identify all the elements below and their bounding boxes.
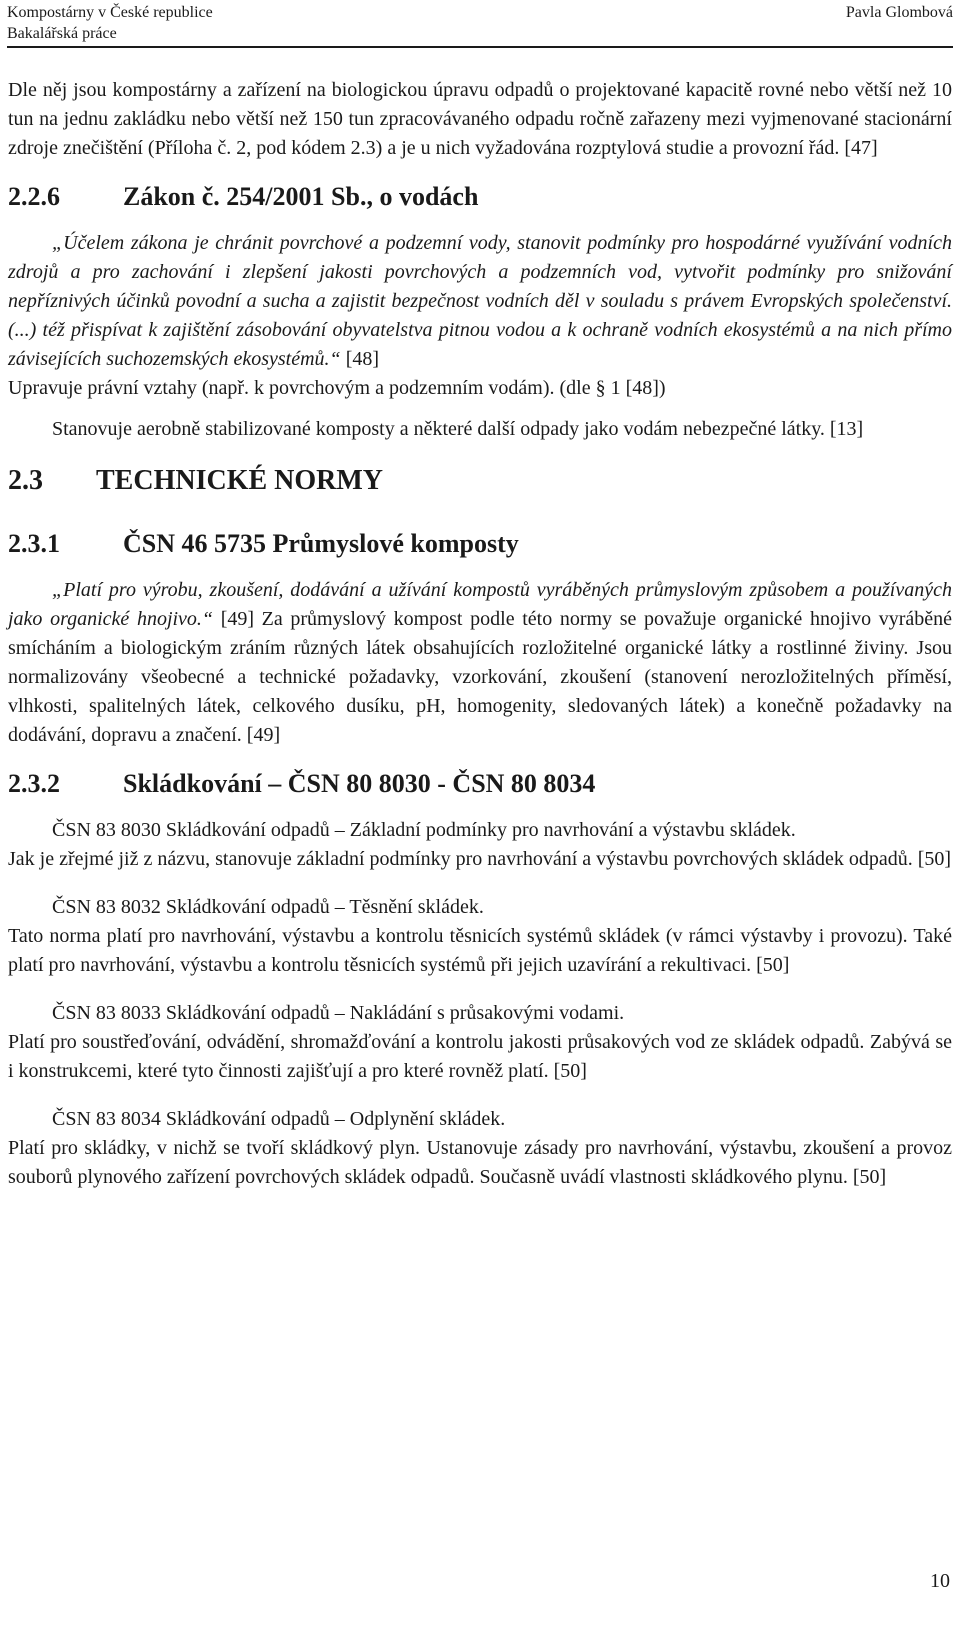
csn-838032-text: Tato norma platí pro navrhování, výstavbu a kontrolu těsnicích systémů skládek (v rámci výstavby i provozu). Také platí pro navrhování, výstavbu a kontrolu těsnicích systémů při jejich uzavírání a rekultivaci. [50] (8, 925, 952, 976)
heading-2-3 (8, 464, 952, 498)
water-law-quote-ref: [48] (340, 348, 380, 370)
heading-2-3-2 (8, 768, 952, 800)
csn-465735-text: [49] Za průmyslový kompost podle této normy se považuje organické hnojivo vyráběné smícháním a biologickým zráním různých látek obsahujících rozložitelné organické látky a rostlinné živiny. Jsou normalizovány všeobecné a technické požadavky, vzorkování, zkoušení (stanovení nerozložitelných příměsí, vlhkosti, spalitelných látek, celkového dusíku, pH, homogenity, sledovaných látek) a konečně požadavky na dodávání, dopravu a značení. [49] (8, 608, 952, 746)
heading-2-2-6 (8, 181, 952, 213)
heading-number: 2.3.2 (8, 769, 60, 798)
heading-title: ČSN 46 5735 Průmyslové komposty (123, 529, 519, 558)
heading-number: 2.3.1 (8, 529, 60, 558)
water-law-compost: Stanovuje aerobně stabilizované komposty a některé další odpady jako vodám nebezpečné látky. [13] (52, 418, 864, 440)
csn-838030-text: Jak je zřejmé již z názvu, stanovuje základní podmínky pro navrhování a výstavbu povrchových skládek odpadů. [50] (8, 848, 952, 870)
page-body (8, 76, 952, 1192)
header-author: Pavla Glombová (845, 4, 953, 21)
page-header (7, 2, 953, 48)
heading-number: 2.2.6 (8, 182, 60, 211)
csn-838034-text: Platí pro skládky, v nichž se tvoří skládkový plyn. Ustanovuje zásady pro navrhování, výstavbu, zkoušení a provoz souborů plynového zařízení povrchových skládek odpadů. Současně uvádí vlastnosti skládkového plynu. [50] (8, 1137, 952, 1188)
water-law-quote: „Účelem zákona je chránit povrchové a podzemní vody, stanovit podmínky pro hospodárné využívání vodních zdrojů a pro zachování i zlepšení jakosti povrchových a podzemních vod, vytvořit podmínky pro snižování nepříznivých účinků povodní a sucha a zajistit bezpečnost vodních děl v souladu s právem Evropských společenství.(...) též přispívat k zajištění zásobování obyvatelstva pitnou vodou a k ochraně vodních ekosystémů a na nich přímo závisejících suchozemských ekosystémů.“ (8, 232, 952, 370)
heading-title: TECHNICKÉ NORMY (96, 465, 384, 496)
intro-paragraph: Dle něj jsou kompostárny a zařízení na biologickou úpravu odpadů o projektované kapacitě rovné nebo větší než 10 tun na jednu zakládku nebo větší než 150 tun zpracovávaného odpadu ročně zařazeny mezi vyjmenované stacionární zdroje znečištění (Příloha č. 2, pod kódem 2.3) a je u nich vyžadována rozptylová studie a provozní řád. [47] (8, 79, 952, 159)
page-number: 10 (930, 1570, 950, 1592)
csn-838030-title: ČSN 83 8030 Skládkování odpadů – Základní podmínky pro navrhování a výstavbu skládek. (52, 819, 796, 841)
csn-838033-text: Platí pro soustřeďování, odvádění, shromažďování a kontrolu jakosti průsakových vod ze skládek odpadů. Zabývá se i konstrukcemi, které tyto činnosti zajišťují a pro které rovněž platí. [50] (8, 1031, 952, 1082)
heading-title: Skládkování – ČSN 80 8030 - ČSN 80 8034 (123, 769, 596, 798)
water-law-relations: Upravuje právní vztahy (např. k povrchovým a podzemním vodám). (dle § 1 [48]) (8, 377, 666, 399)
heading-number: 2.3 (8, 465, 43, 496)
heading-2-3-1 (8, 528, 952, 560)
csn-465735-paragraph (8, 576, 952, 750)
heading-title: Zákon č. 254/2001 Sb., o vodách (123, 182, 479, 211)
water-law-quote-paragraph (8, 229, 952, 374)
csn-465735-quote: „Platí pro výrobu, zkoušení, dodávání a užívání kompostů vyráběných průmyslovým způsobem a používaných jako organické hnojivo.“ (8, 579, 952, 630)
csn-838033-title: ČSN 83 8033 Skládkování odpadů – Nakládání s průsakovými vodami. (52, 1002, 625, 1024)
csn-838034-title: ČSN 83 8034 Skládkování odpadů – Odplynění skládek. (52, 1108, 506, 1130)
header-title: Kompostárny v České republice (7, 4, 213, 21)
header-subtitle: Bakalářská práce (7, 25, 117, 42)
header-left (7, 2, 213, 44)
csn-838032-title: ČSN 83 8032 Skládkování odpadů – Těsnění skládek. (52, 896, 484, 918)
